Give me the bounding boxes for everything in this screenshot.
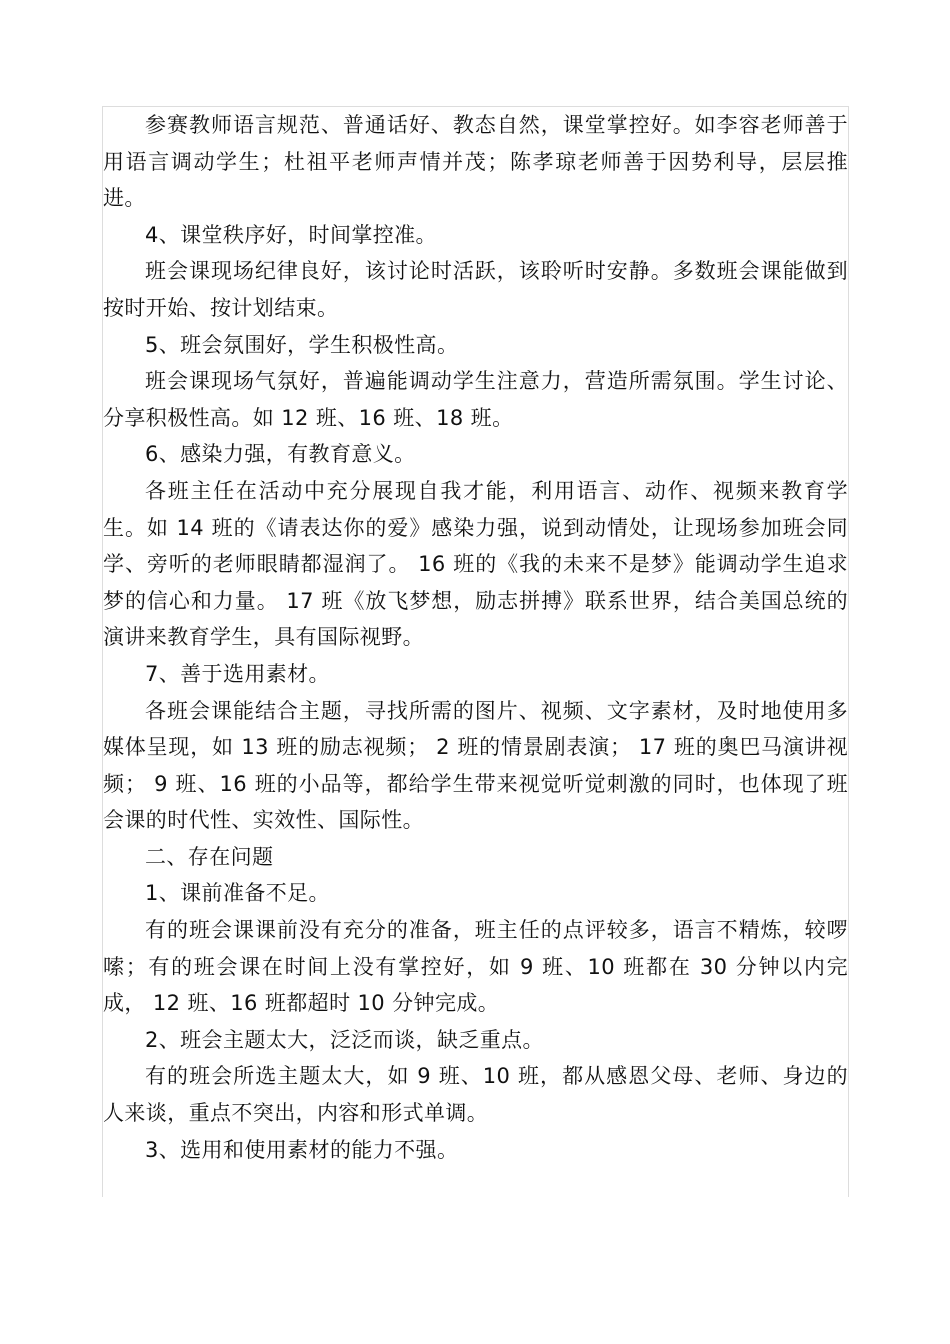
document-body: [103, 107, 848, 1168]
paragraph: 各班主任在活动中充分展现自我才能，利用语言、动作、视频来教育学生。如 14 班的《请表达你的爱》感染力强，说到动情处，让现场参加班会同学、旁听的老师眼睛都湿润了。 16 班的《我的未来不是梦》能调动学生追求梦的信心和力量。 17 班《放飞梦想，励志拼搏》联系世界，结合美国总统的演讲来教育学生，具有国际视野。: [103, 478, 848, 650]
paragraph: 有的班会课课前没有充分的准备，班主任的点评较多，语言不精炼，较啰嗦；有的班会课在时间上没有掌控好，如 9 班、10 班都在 30 分钟以内完成， 12 班、16 班都超时 10 分钟完成。: [103, 918, 848, 1016]
section-heading: 2、班会主题太大，泛泛而谈，缺乏重点。: [145, 1027, 544, 1052]
section-heading: 6、感染力强，有教育意义。: [145, 442, 416, 467]
paragraph: 各班会课能结合主题，寻找所需的图片、视频、文字素材，及时地使用多媒体呈现，如 13 班的励志视频； 2 班的情景剧表演； 17 班的奥巴马演讲视频； 9 班、16 班的小品等，都给学生带来视觉听觉刺激的同时，也体现了班会课的时代性、实效性、国际性。: [103, 698, 848, 833]
paragraph: 班会课现场气氛好，普遍能调动学生注意力，营造所需氛围。学生讨论、分享积极性高。如 12 班、16 班、18 班。: [103, 369, 848, 430]
section-heading: 3、选用和使用素材的能力不强。: [145, 1137, 459, 1162]
section-heading: 7、善于选用素材。: [145, 661, 330, 686]
section-heading: 4、课堂秩序好，时间掌控准。: [145, 222, 437, 247]
section-heading: 5、班会氛围好，学生积极性高。: [145, 332, 459, 357]
paragraph: 班会课现场纪律良好，该讨论时活跃，该聆听时安静。多数班会课能做到按时开始、按计划结束。: [103, 259, 848, 320]
section-heading: 二、存在问题: [145, 844, 274, 869]
section-heading: 1、课前准备不足。: [145, 881, 330, 906]
paragraph: 参赛教师语言规范、普通话好、教态自然，课堂掌控好。如李容老师善于用语言调动学生；杜祖平老师声情并茂；陈孝琼老师善于因势利导，层层推进。: [103, 113, 848, 211]
paragraph: 有的班会所选主题太大，如 9 班、10 班，都从感恩父母、老师、身边的人来谈，重点不突出，内容和形式单调。: [103, 1064, 848, 1126]
